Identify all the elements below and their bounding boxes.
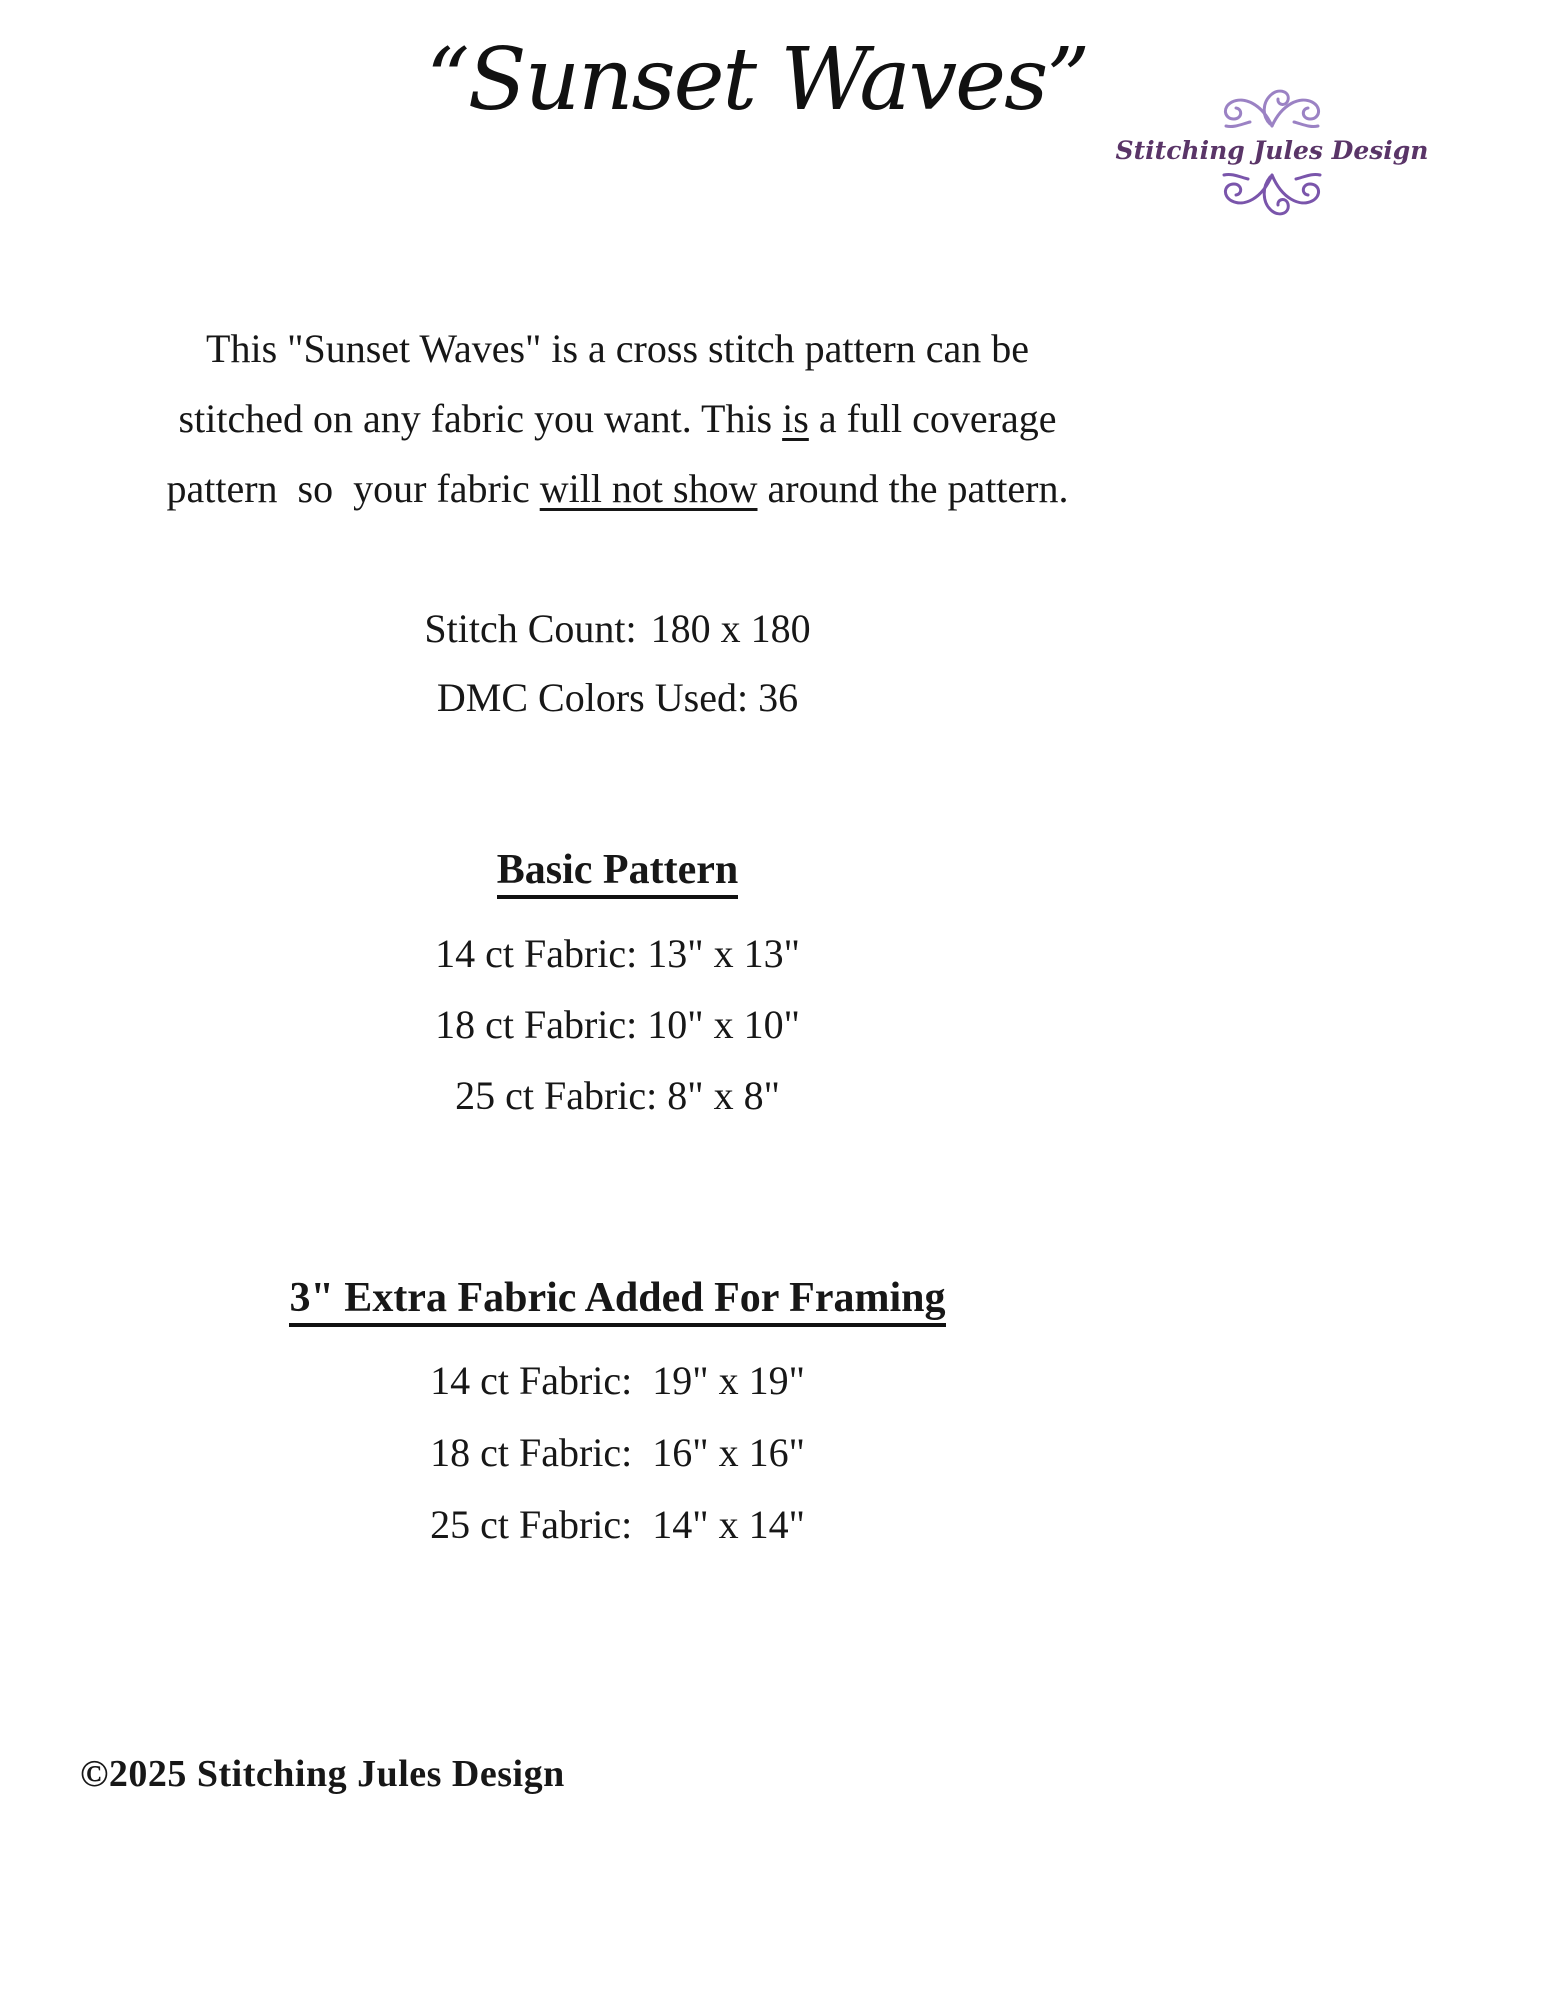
intro-paragraph bbox=[0, 314, 1235, 524]
fabric-size-line: 18 ct Fabric: 16" x 16" bbox=[430, 1430, 805, 1475]
fabric-size-line: 25 ct Fabric: 14" x 14" bbox=[430, 1502, 805, 1547]
dmc-colors-label: DMC Colors Used: bbox=[436, 675, 749, 720]
stitch-count-line bbox=[0, 594, 1235, 663]
fabric-size-line: 14 ct Fabric: 19" x 19" bbox=[430, 1358, 805, 1403]
stitch-count-value: 180 x 180 bbox=[650, 606, 811, 651]
framing-heading bbox=[0, 1274, 1235, 1322]
brand-logo bbox=[1115, 86, 1429, 219]
intro-line-2-underlined: is bbox=[782, 396, 809, 441]
basic-pattern-sizes bbox=[0, 918, 1235, 1131]
stats-block bbox=[0, 594, 1235, 732]
stitch-count-label: Stitch Count: bbox=[424, 606, 637, 651]
fabric-size-line: 25 ct Fabric: 8" x 8" bbox=[455, 1073, 780, 1118]
copyright-notice: ©2025 Stitching Jules Design bbox=[80, 1753, 565, 1795]
fabric-size-line: 14 ct Fabric: 13" x 13" bbox=[435, 931, 800, 976]
basic-pattern-heading bbox=[0, 846, 1235, 894]
framing-heading-text: 3" Extra Fabric Added For Framing bbox=[289, 1275, 945, 1327]
intro-line-2-post: a full coverage bbox=[808, 396, 1057, 441]
intro-line-2 bbox=[0, 384, 1235, 454]
intro-line-3-post: around the pattern. bbox=[757, 466, 1069, 511]
intro-line-3-pre: pattern so your fabric bbox=[166, 466, 540, 511]
page-title: “Sunset Waves” bbox=[425, 30, 1089, 130]
intro-line-3-underlined: will not show bbox=[539, 466, 758, 511]
intro-line-3 bbox=[0, 454, 1235, 524]
flourish-bottom-icon bbox=[1192, 167, 1352, 219]
basic-pattern-heading-text: Basic Pattern bbox=[497, 847, 738, 899]
logo-brand-text: Stitching Jules Design bbox=[1115, 136, 1429, 165]
framing-sizes bbox=[0, 1345, 1235, 1561]
intro-line-1: This "Sunset Waves" is a cross stitch pattern can be bbox=[206, 326, 1029, 371]
fabric-size-line: 18 ct Fabric: 10" x 10" bbox=[435, 1002, 800, 1047]
dmc-colors-line bbox=[0, 663, 1235, 732]
dmc-colors-value: 36 bbox=[758, 675, 799, 720]
intro-line-2-pre: stitched on any fabric you want. This bbox=[178, 396, 783, 441]
flourish-top-icon bbox=[1192, 86, 1352, 134]
